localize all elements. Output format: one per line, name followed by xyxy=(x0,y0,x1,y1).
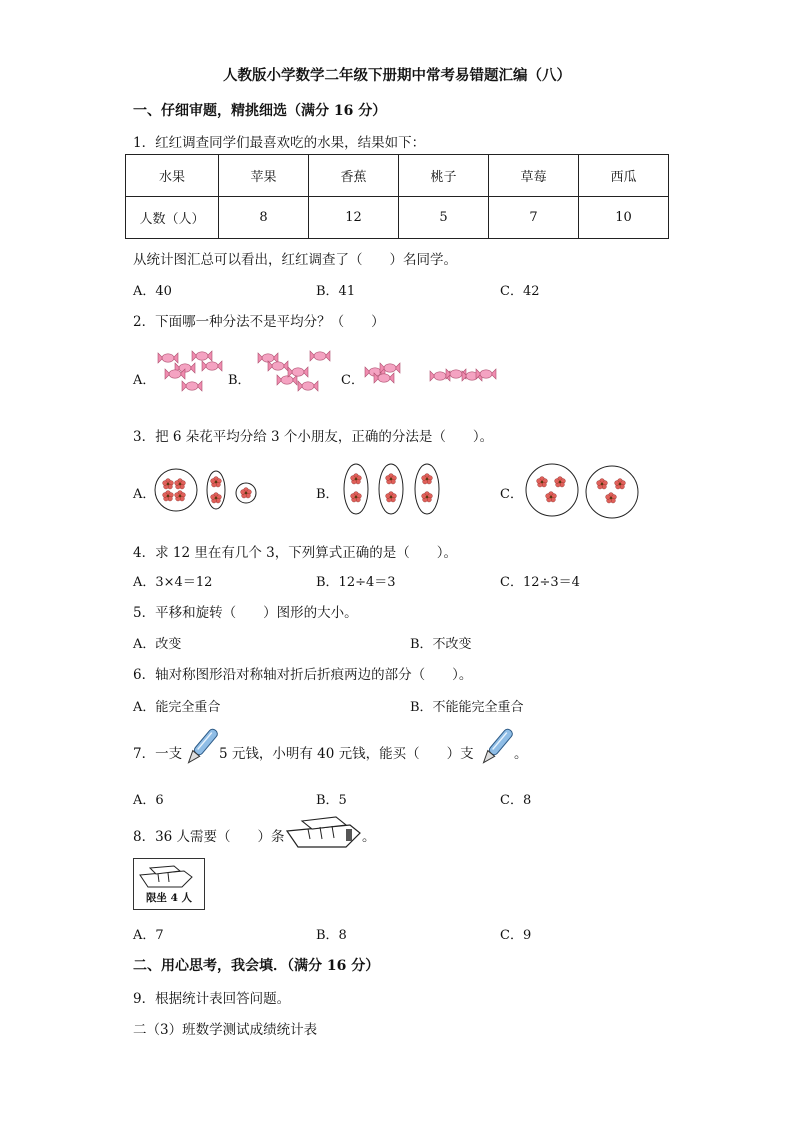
q5-stem: 5．平移和旋转（ ）图形的大小。 xyxy=(133,605,358,621)
section-2-heading: 二、用心思考，我会填．（满分 16 分） xyxy=(133,958,380,974)
table-cell: 8 xyxy=(219,197,309,239)
q3-stem: 3．把 6 朵花平均分给 3 个小朋友，正确的分法是（ ）。 xyxy=(133,429,494,445)
q2-option-b[interactable]: B． xyxy=(228,373,251,388)
table-header-cell: 桃子 xyxy=(399,155,489,197)
q1-option-a[interactable]: A．40 xyxy=(133,284,172,299)
q5-option-b[interactable]: B．不改变 xyxy=(410,637,472,652)
boat-icon xyxy=(134,861,204,893)
q1-ask: 从统计图汇总可以看出，红红调查了（ ）名同学。 xyxy=(133,252,457,268)
table-row xyxy=(126,197,669,239)
q1-option-c[interactable]: C．42 xyxy=(500,284,540,299)
q9-table-title: 二（3）班数学测试成绩统计表 xyxy=(133,1022,318,1038)
boat-capacity-sign xyxy=(133,858,205,910)
boat-capacity-caption: 限坐 4 人 xyxy=(145,892,193,904)
q7-stem-part1: 7．一支 xyxy=(133,746,183,762)
table-cell: 人数（人） xyxy=(126,197,219,239)
q3-option-b[interactable]: B． xyxy=(316,487,339,502)
q7-stem-part3: 。 xyxy=(514,746,528,762)
table-header-cell: 苹果 xyxy=(219,155,309,197)
q8-option-c[interactable]: C．9 xyxy=(500,928,532,943)
boat-icon xyxy=(284,809,362,853)
table-cell: 7 xyxy=(489,197,579,239)
table-header-row xyxy=(126,155,669,197)
table-cell: 5 xyxy=(399,197,489,239)
q3-option-c[interactable]: C． xyxy=(500,487,523,502)
table-header-cell: 西瓜 xyxy=(579,155,669,197)
q6-option-b[interactable]: B．不能能完全重合 xyxy=(410,700,524,715)
q1-option-b[interactable]: B．41 xyxy=(316,284,356,299)
q2-option-a[interactable]: A． xyxy=(133,373,156,388)
q6-stem: 6．轴对称图形沿对称轴对折后折痕两边的部分（ ）。 xyxy=(133,667,473,683)
table-cell: 12 xyxy=(309,197,399,239)
q4-option-b[interactable]: B．12÷4＝3 xyxy=(316,575,396,590)
page-title: 人教版小学数学二年级下册期中常考易错题汇编（八） xyxy=(223,67,571,84)
table-header-cell: 草莓 xyxy=(489,155,579,197)
q7-option-a[interactable]: A．6 xyxy=(133,793,164,808)
q6-option-a[interactable]: A．能完全重合 xyxy=(133,700,221,715)
pen-icon xyxy=(478,723,514,771)
q4-option-a[interactable]: A．3×4＝12 xyxy=(133,575,213,590)
q7-option-b[interactable]: B．5 xyxy=(316,793,347,808)
table-cell: 10 xyxy=(579,197,669,239)
candy-groups-image xyxy=(150,346,500,402)
q2-option-c[interactable]: C． xyxy=(341,373,364,388)
q4-option-c[interactable]: C．12÷3＝4 xyxy=(500,575,580,590)
q8-stem-part2: 。 xyxy=(362,829,376,845)
q8-option-b[interactable]: B．8 xyxy=(316,928,347,943)
flower-groups-image xyxy=(150,460,650,522)
q8-stem-part1: 8．36 人需要（ ）条 xyxy=(133,829,285,845)
q4-stem: 4．求 12 里在有几个 3，下列算式正确的是（ ）。 xyxy=(133,545,457,561)
q2-stem: 2．下面哪一种分法不是平均分？（ ） xyxy=(133,314,385,330)
q8-option-a[interactable]: A．7 xyxy=(133,928,164,943)
fruit-table xyxy=(125,154,669,239)
section-1-heading: 一、仔细审题，精挑细选（满分 16 分） xyxy=(133,103,387,119)
q3-option-a[interactable]: A． xyxy=(133,487,156,502)
pen-icon xyxy=(183,723,219,771)
table-header-cell: 水果 xyxy=(126,155,219,197)
table-header-cell: 香蕉 xyxy=(309,155,399,197)
q5-option-a[interactable]: A．改变 xyxy=(133,637,182,652)
q9-stem: 9．根据统计表回答问题。 xyxy=(133,991,291,1007)
q7-option-c[interactable]: C．8 xyxy=(500,793,532,808)
q7-stem-part2: 5 元钱，小明有 40 元钱，能买（ ）支 xyxy=(219,746,474,762)
q1-stem: 1．红红调查同学们最喜欢吃的水果，结果如下： xyxy=(133,135,426,151)
